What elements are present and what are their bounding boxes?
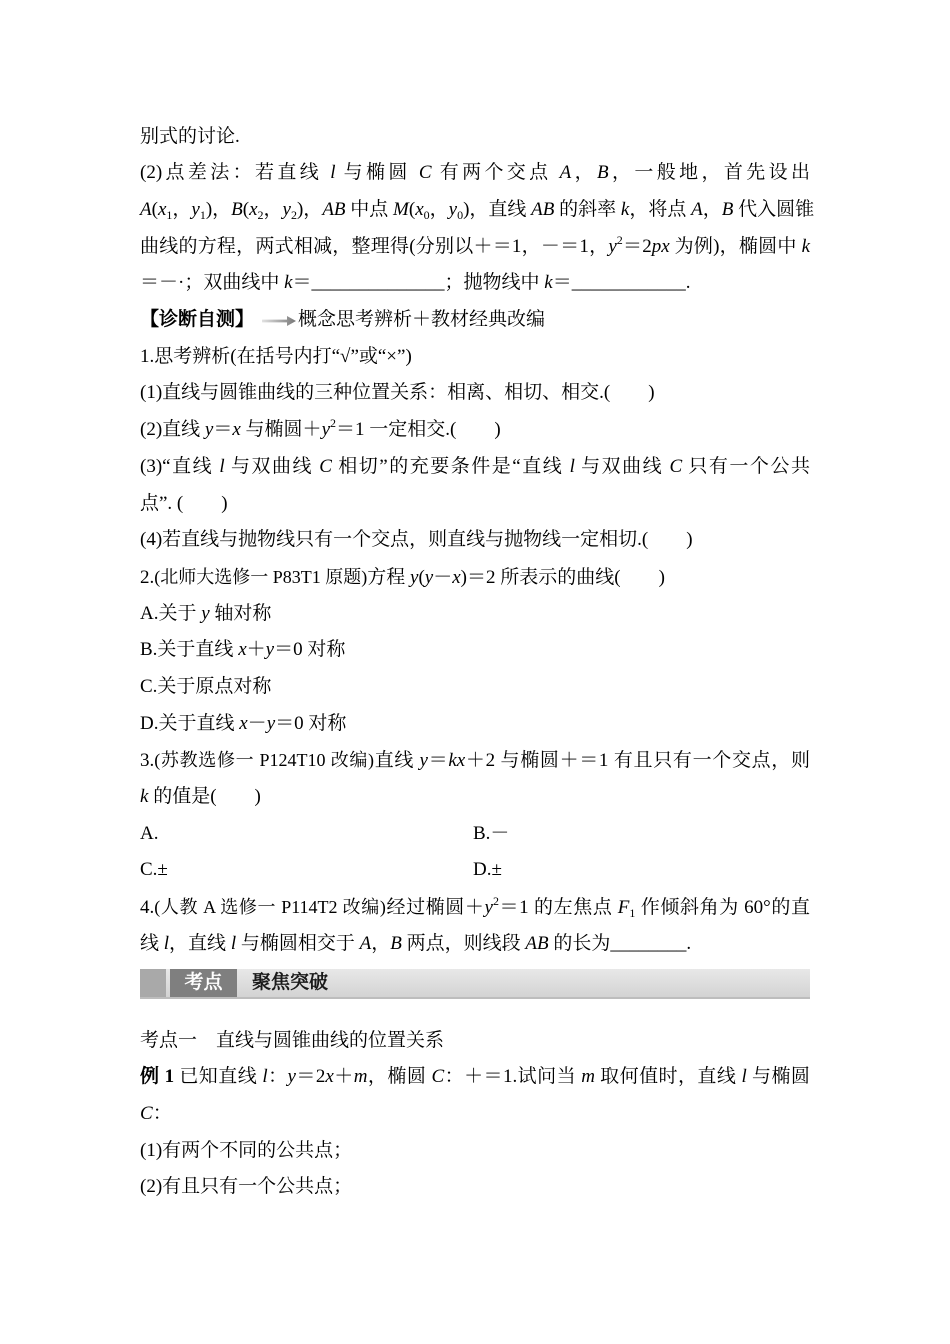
text-run: ( [242, 199, 250, 221]
text-run: 两点，则线段 [401, 932, 526, 954]
math-var: x [415, 199, 424, 221]
q3-options-row-2 [140, 852, 810, 889]
example-line-1 [140, 1059, 810, 1096]
upper-text-block [140, 119, 815, 963]
text-run: ＝ [552, 272, 572, 294]
text-run: )， [205, 199, 232, 221]
text-run: (2)直线 [140, 419, 205, 441]
math-var: x [238, 639, 247, 661]
text-run: ＝ [427, 750, 449, 772]
math-var: AB [531, 199, 555, 221]
text-run: 的值是( ) [148, 786, 261, 808]
text-run: 与椭圆 [746, 1066, 810, 1088]
text-run: 曲线的方程，两式相减，整理得(分别以＋＝1，－＝1， [140, 235, 609, 257]
text-run: ＝0 对称 [274, 639, 346, 661]
math-var: y [191, 199, 200, 221]
text-run: 已知直线 [174, 1066, 263, 1088]
section-banner [140, 969, 810, 999]
math-var: y [282, 199, 291, 221]
text-run: 线 [140, 932, 164, 954]
q1-item-3-line-2 [140, 486, 810, 523]
text-run: － [247, 712, 267, 734]
text-run: (1)有两个不同的公共点； [140, 1139, 353, 1161]
math-var: x [325, 1066, 334, 1088]
text-run: ＝1 的左焦点 [498, 897, 618, 919]
text-run: . [686, 932, 692, 954]
text-run: ＝1 一定相交.( ) [336, 419, 501, 441]
q1-item-3-line-1 [140, 449, 810, 486]
text-run: 的长为 [548, 932, 611, 954]
math-var: y [265, 639, 275, 661]
math-var: y [448, 199, 458, 221]
math-var: y [424, 566, 434, 588]
math-var: l [262, 1066, 268, 1088]
point-diff-line-3 [140, 229, 810, 266]
diagnosis-subtitle: 概念思考辨析＋教材经典改编 [298, 309, 546, 331]
q2-option-d [140, 706, 810, 743]
math-var: A [140, 199, 152, 221]
text-run: 考点一 直线与圆锥曲线的位置关系 [140, 1029, 445, 1051]
math-var: B [390, 932, 402, 954]
text-run: 点”. ( ) [140, 492, 228, 514]
math-var: x [157, 199, 167, 221]
math-var: l [330, 162, 336, 184]
source-note: (人教 A 选修一 P114T2 改编) [154, 897, 386, 918]
answer-blank: ____________ [571, 272, 686, 294]
text-run: ＝ [292, 272, 312, 294]
text-run: (2)有且只有一个公共点； [140, 1176, 353, 1198]
point-diff-line-4 [140, 265, 810, 302]
example-part-1 [140, 1133, 810, 1170]
math-var: m [581, 1066, 595, 1088]
math-var: y [419, 750, 428, 772]
text-run: )，直线 [463, 199, 532, 221]
text-run: . [685, 272, 691, 294]
text-run: ，一般地，首先设出 [608, 162, 810, 184]
text-run: ， [263, 199, 283, 221]
math-var: C [319, 455, 332, 477]
text-run: 3. [140, 750, 155, 772]
text-run: 与双曲线 [574, 455, 670, 477]
math-var: C [140, 1103, 153, 1125]
text-run: ＝2 [295, 1066, 326, 1088]
text-run: 为例)，椭圆中 [669, 235, 802, 257]
example-line-2 [140, 1096, 810, 1133]
source-note: (北师大选修一 P83T1 原题) [154, 566, 368, 587]
q2-option-a [140, 596, 810, 633]
text-run: 取何值时，直线 [594, 1066, 742, 1088]
math-var: k [284, 272, 293, 294]
math-var: A [359, 932, 372, 954]
text-run: 别式的讨论. [140, 125, 240, 147]
math-var: x [239, 712, 248, 734]
q3-option-a: A. [140, 822, 159, 844]
q4-stem-line-1 [140, 889, 810, 926]
subscript: 0 [457, 208, 464, 223]
text-run: ；抛物线中 [444, 272, 545, 294]
math-var: y [204, 419, 214, 441]
math-var: M [393, 199, 409, 221]
example-part-2 [140, 1169, 810, 1206]
math-var: l [741, 1066, 747, 1088]
text-run: ＋2 与椭圆＋＝1 有且只有一个交点，则 [465, 750, 810, 772]
text-run: ( [408, 199, 416, 221]
math-var: k [620, 199, 630, 221]
q3-options-row-1 [140, 816, 810, 853]
math-var: k [544, 272, 553, 294]
text-run: 直线 [374, 750, 420, 772]
math-var: k [801, 235, 810, 257]
text-run: (3)“直线 [140, 455, 220, 477]
point-diff-line-2 [140, 192, 815, 229]
math-var: B [721, 199, 734, 221]
text-run: A.关于 [140, 602, 202, 624]
text-run: ＝ [213, 419, 233, 441]
q3-option-d: D.± [473, 859, 502, 881]
text-run: ＋ [333, 1066, 354, 1088]
q2-stem [140, 559, 810, 596]
text-run: ，椭圆 [367, 1066, 432, 1088]
text-run: 与双曲线 [224, 455, 320, 477]
math-var: y [484, 897, 493, 919]
text-run: 与椭圆＋ [240, 419, 322, 441]
subscript: 2 [290, 208, 297, 223]
math-var: x [249, 199, 258, 221]
math-var: A [559, 162, 572, 184]
text-run: ， [702, 199, 722, 221]
math-var: y [287, 1066, 296, 1088]
math-var: m [353, 1066, 368, 1088]
text-run: )， [296, 199, 323, 221]
text-run: ， [429, 199, 449, 221]
text-run: D.关于直线 [140, 712, 240, 734]
subscript: 1 [629, 906, 636, 921]
text-run: 4. [140, 897, 155, 919]
math-var: AB [525, 932, 549, 954]
arrow-right-icon [262, 315, 296, 327]
text-run: ， [571, 162, 598, 184]
math-var: y [608, 235, 617, 257]
math-var: x [232, 419, 241, 441]
text-run: 相切”的充要条件是“直线 [331, 455, 570, 477]
math-var: B [597, 162, 609, 184]
text-run: 轴对称 [209, 602, 272, 624]
text-run: ( [151, 199, 158, 221]
text-run: ，直线 [169, 932, 231, 954]
topic-heading [140, 1023, 810, 1060]
text-run: (1)直线与圆锥曲线的三种位置关系：相离、相切、相交.( ) [140, 382, 655, 404]
math-var: C [669, 455, 683, 477]
text-run: ( [418, 566, 425, 588]
text-run: ， [172, 199, 192, 221]
text-run: 与椭圆 [335, 162, 419, 184]
text-run: 方程 [367, 566, 411, 588]
math-var: y [321, 419, 330, 441]
banner-tag: 考点 [170, 969, 237, 997]
math-var: l [569, 455, 575, 477]
text-run: ：＋＝1.试问当 [444, 1066, 582, 1088]
text-run: C.关于原点对称 [140, 675, 272, 697]
q3-option-b: B.－ [473, 822, 510, 844]
text-run: 代入圆锥 [733, 199, 815, 221]
math-var: AB [322, 199, 346, 221]
math-var: C [418, 162, 432, 184]
q1-item-2 [140, 412, 810, 449]
q3-stem-line-1 [140, 742, 810, 779]
math-var: k [140, 786, 149, 808]
math-var: C [431, 1066, 445, 1088]
diagnosis-header [140, 302, 810, 339]
math-var: y [266, 712, 276, 734]
math-var: l [230, 932, 237, 954]
math-var: y [201, 602, 210, 624]
text-run: ＝2 [622, 235, 652, 257]
q3-option-c: C.± [140, 859, 168, 881]
text-run: )＝2 所表示的曲线( ) [460, 566, 665, 588]
banner-title: 聚焦突破 [252, 972, 329, 993]
text-run: 的斜率 [554, 199, 621, 221]
example-label: 例 1 [140, 1066, 175, 1088]
answer-blank: ______________ [311, 272, 445, 294]
text-run: ： [267, 1066, 288, 1088]
q1-title [140, 339, 810, 376]
subscript: 1 [166, 208, 173, 223]
text-run: ： [152, 1103, 172, 1125]
superscript: 2 [330, 416, 336, 431]
math-var: l [163, 932, 170, 954]
banner-strip [140, 969, 166, 997]
text-run: － [433, 566, 453, 588]
q2-option-c [140, 669, 810, 706]
text-run: (2)点差法：若直线 [140, 162, 331, 184]
math-var: l [219, 455, 225, 477]
superscript: 2 [616, 232, 623, 247]
q1-item-1 [140, 375, 810, 412]
q1-item-4 [140, 522, 810, 559]
subscript: 0 [423, 208, 430, 223]
math-var: px [651, 235, 670, 257]
text-run: 1.思考辨析(在括号内打“√”或“×”) [140, 345, 412, 367]
source-note: (苏教选修一 P124T10 改编) [154, 750, 375, 771]
q4-stem-line-2 [140, 926, 810, 963]
prev-paragraph-end [140, 119, 810, 156]
superscript: 2 [492, 894, 499, 909]
q3-stem-line-2 [140, 779, 810, 816]
point-diff-line-1 [140, 155, 810, 192]
answer-blank: ________ [610, 932, 687, 954]
text-run: (4)若直线与抛物线只有一个交点，则直线与抛物线一定相切.( ) [140, 529, 693, 551]
lower-text-block [140, 1023, 810, 1206]
text-run: 有两个交点 [431, 162, 560, 184]
text-run: 与椭圆相交于 [236, 932, 360, 954]
text-run: ， [371, 932, 391, 954]
text-run: 只有一个公共 [682, 455, 810, 477]
math-var: B [231, 199, 243, 221]
text-run: B.关于直线 [140, 639, 239, 661]
text-run: 中点 [345, 199, 394, 221]
math-var: y [410, 566, 419, 588]
math-var: F [617, 897, 630, 919]
subscript: 2 [257, 208, 264, 223]
math-var: x [452, 566, 461, 588]
text-run: ＝0 对称 [275, 712, 347, 734]
q2-option-b [140, 632, 810, 669]
text-run: ＝－·；双曲线中 [140, 272, 285, 294]
text-run: ，将点 [629, 199, 692, 221]
math-var: kx [448, 750, 466, 772]
text-run: ＋ [246, 639, 266, 661]
diagnosis-label: 【诊断自测】 [140, 309, 255, 331]
text-run: 2. [140, 566, 155, 588]
text-run: 作倾斜角为 60°的直 [635, 897, 810, 919]
subscript: 1 [199, 208, 206, 223]
math-var: A [691, 199, 703, 221]
text-run: 经过椭圆＋ [385, 897, 485, 919]
